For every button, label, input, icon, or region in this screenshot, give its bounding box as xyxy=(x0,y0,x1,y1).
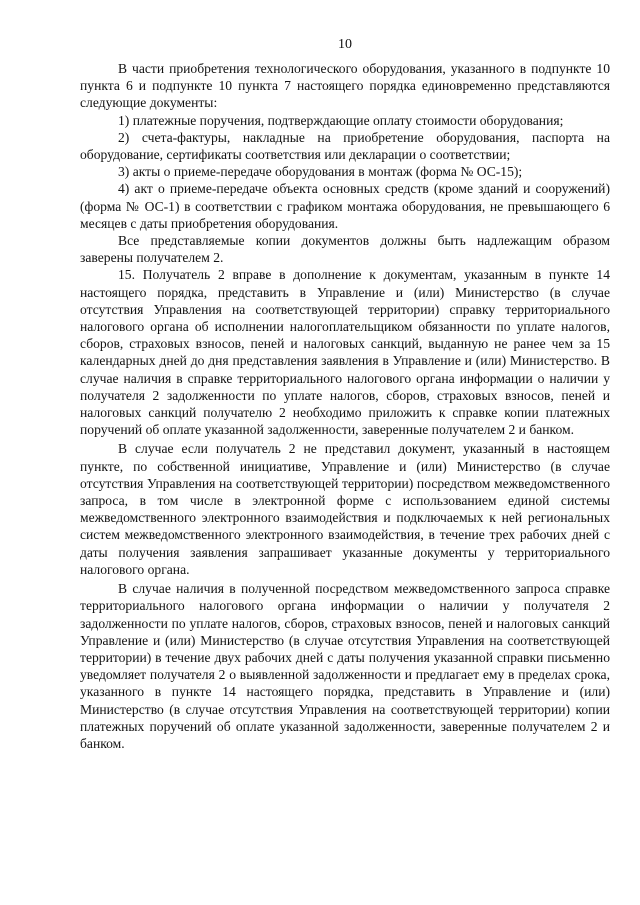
page-number: 10 xyxy=(338,37,352,52)
paragraph-clause-15: 15. Получатель 2 вправе в дополнение к документам, указанным в пункте 14 настоящего порядка, представить в Управление и (или) Министерство (в случае отсутствия Управления на соответствующей территории) справку территориального налогового органа об исполнении налогоплательщиком обязанности по уплате налогов, сборов, страховых взносов, пеней и налоговых санкций, выданную не ранее чем за 15 календарных дней до дня представления заявления в Управление и (или) Министерство. В случае наличия в справке территориального налогового органа информации о наличии у получателя 2 задолженности по уплате налогов, сборов, страховых взносов, пеней и налоговых санкций получателю 2 необходимо приложить к справке копии платежных поручений об оплате указанной задолженности, заверенные получателем 2 и банком. xyxy=(80,267,610,438)
list-item-invoices: 2) счета-фактуры, накладные на приобретение оборудования, паспорта на оборудование, сертификаты соответствия или декларации о соответствии; xyxy=(80,129,610,163)
list-item-fixed-assets-act: 4) акт о приеме-передаче объекта основных средств (кроме зданий и сооружений) (форма № ОС-1) в соответствии с графиком монтажа оборудования, не превышающего 6 месяцев с даты приобретения оборудования. xyxy=(80,181,610,231)
document-body xyxy=(80,60,610,752)
paragraph-interagency-request: В случае если получатель 2 не представил документ, указанный в настоящем пункте, по собственной инициативе, Управление и (или) Министерство (в случае отсутствия Управления на соответствующей территории) посредством межведомственного запроса, в том числе в электронной форме с использованием единой системы межведомственного электронного взаимодействия и подключаемых к ней региональных систем межведомственного электронного взаимодействия, в течение трех рабочих дней с даты получения заявления запрашивает указанные документы у территориального налогового органа. xyxy=(80,441,610,577)
paragraph-equipment-docs: В части приобретения технологического оборудования, указанного в подпункте 10 пункта 6 и подпункте 10 пункта 7 настоящего порядка единовременно представляются следующие документы: xyxy=(80,61,610,111)
list-item-transfer-acts: 3) акты о приеме-передаче оборудования в монтаж (форма № ОС-15); xyxy=(118,164,523,180)
list-item-payment-orders: 1) платежные поручения, подтверждающие оплату стоимости оборудования; xyxy=(118,112,564,128)
paragraph-certified-copies: Все представляемые копии документов должны быть надлежащим образом заверены получателем 2. xyxy=(80,233,610,266)
paragraph-debt-notification: В случае наличия в полученной посредством межведомственного запроса справке территориального налогового органа информации о наличии у получателя 2 задолженности по уплате налогов, сборов, страховых взносов, пеней и налоговых санкций Управление и (или) Министерство (в случае отсутствия Управления на соответствующей территории) в течение двух рабочих дней с даты получения указанной справки письменно уведомляет получателя 2 о выявленной задолженности и предлагает ему в пределах срока, указанного в пункте 14 настоящего порядка, представить в Управление и (или) Министерство (в случае отсутствия Управления на соответствующей территории) копии платежных поручений об оплате указанной задолженности, заверенные получателем 2 и банком. xyxy=(80,581,610,751)
